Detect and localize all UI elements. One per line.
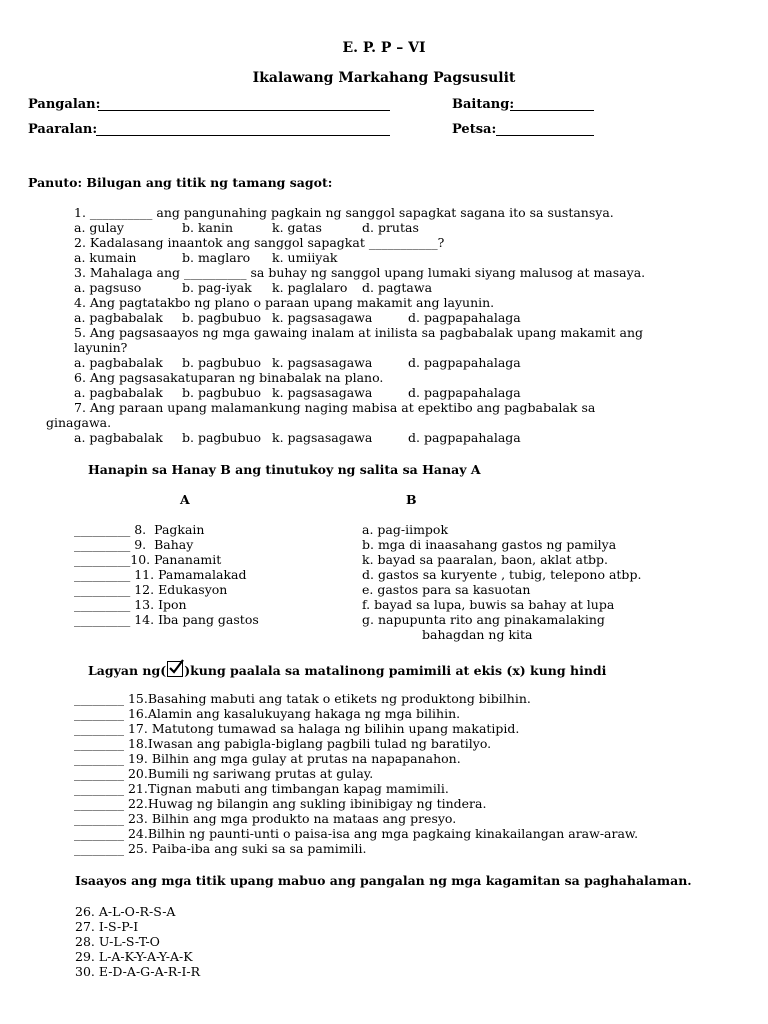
question-text: 3. Mahalaga ang __________ sa buhay ng sanggol upang lumaki siyang malusog at masaya. <box>74 265 646 280</box>
baitang-label: Baitang: <box>452 97 515 112</box>
scrambled-word-item: 29. L-A-K-Y-A-Y-A-K <box>75 949 193 964</box>
scrambled-word-item: 28. U-L-S-T-O <box>75 934 160 949</box>
question-text: 6. Ang pagsasakatuparan ng binabalak na plano. <box>74 370 384 385</box>
part1-instruction: Panuto: Bilugan ang titik ng tamang sagot: <box>28 175 333 190</box>
answer-choice: k. pagsasagawa <box>272 355 373 370</box>
answer-choice: a. pagbabalak <box>74 385 163 400</box>
answer-choice: k. pagsasagawa <box>272 430 373 445</box>
column-b-item: d. gastos sa kuryente , tubig, telepono atbp. <box>362 567 642 582</box>
shopping-tip-item: ________ 25. Paiba-iba ang suki sa sa pamimili. <box>74 841 367 856</box>
shopping-tip-item: ________ 15.Basahing mabuti ang tatak o etikets ng produktong bibilhin. <box>74 691 531 706</box>
paaralan-line <box>96 124 390 136</box>
shopping-tip-item: ________ 16.Alamin ang kasalukuyang hakaga ng mga bilihin. <box>74 706 461 721</box>
column-b-continuation: bahagdan ng kita <box>422 627 533 642</box>
answer-choice: k. umiiyak <box>272 250 338 265</box>
answer-choice: a. pagbabalak <box>74 430 163 445</box>
column-a-header: A <box>180 492 190 507</box>
column-a-item: _________ 12. Edukasyon <box>74 582 228 597</box>
answer-choice: d. pagpapahalaga <box>408 430 521 445</box>
answer-choice: d. pagtawa <box>362 280 433 295</box>
answer-choice: a. pagsuso <box>74 280 142 295</box>
checkmark-icon <box>167 661 183 677</box>
answer-choice: k. paglalaro <box>272 280 348 295</box>
shopping-tip-item: ________ 17. Matutong tumawad sa halaga ng bilihin upang makatipid. <box>74 721 520 736</box>
question-text-continued: ginagawa. <box>46 415 112 430</box>
answer-choice: d. pagpapahalaga <box>408 310 521 325</box>
pangalan-line <box>98 99 390 111</box>
answer-choice: k. pagsasagawa <box>272 310 373 325</box>
answer-choice: b. kanin <box>182 220 234 235</box>
shopping-tip-item: ________ 19. Bilhin ang mga gulay at prutas na napapanahon. <box>74 751 461 766</box>
column-b-item: k. bayad sa paaralan, baon, aklat atbp. <box>362 552 608 567</box>
petsa-label: Petsa: <box>452 122 497 137</box>
column-a-item: _________10. Pananamit <box>74 552 222 567</box>
column-b-item: f. bayad sa lupa, buwis sa bahay at lupa <box>362 597 615 612</box>
column-a-item: _________ 8. Pagkain <box>74 522 205 537</box>
question-text: 1. __________ ang pangunahing pagkain ng sanggol sapagkat sagana ito sa sustansya. <box>74 205 614 220</box>
shopping-tip-item: ________ 21.Tignan mabuti ang timbangan kapag mamimili. <box>74 781 449 796</box>
part2-instruction: Hanapin sa Hanay B ang tinutukoy ng salita sa Hanay A <box>88 462 481 477</box>
shopping-tip-item: ________ 23. Bilhin ang mga produkto na mataas ang presyo. <box>74 811 457 826</box>
page-title: E. P. P – VI <box>342 40 426 56</box>
column-a-item: _________ 9. Bahay <box>74 537 194 552</box>
scrambled-word-item: 30. E-D-A-G-A-R-I-R <box>75 964 201 979</box>
part4-instruction: Isaayos ang mga titik upang mabuo ang pangalan ng mga kagamitan sa paghahalaman. <box>75 873 692 888</box>
scrambled-word-item: 27. I-S-P-I <box>75 919 139 934</box>
answer-choice: a. kumain <box>74 250 137 265</box>
page-subtitle: Ikalawang Markahang Pagsusulit <box>252 70 516 86</box>
question-text: 2. Kadalasang inaantok ang sanggol sapagkat ___________? <box>74 235 445 250</box>
shopping-tip-item: ________ 24.Bilhin ng paunti-unti o paisa-isa ang mga pagkaing kinakailangan araw-araw. <box>74 826 639 841</box>
question-text: 5. Ang pagsasaayos ng mga gawaing inalam at inilista sa pagbabalak upang makamit ang <box>74 325 644 340</box>
question-text-continued: layunin? <box>74 340 128 355</box>
answer-choice: b. maglaro <box>182 250 251 265</box>
part3-instruction: Lagyan ng( )kung paalala sa matalinong pamimili at ekis (x) kung hindi <box>88 661 606 678</box>
column-b-item: a. pag-iimpok <box>362 522 449 537</box>
answer-choice: k. gatas <box>272 220 322 235</box>
shopping-tip-item: ________ 20.Bumili ng sariwang prutas at gulay. <box>74 766 374 781</box>
question-text: 4. Ang pagtatakbo ng plano o paraan upang makamit ang layunin. <box>74 295 495 310</box>
petsa-line <box>496 124 594 136</box>
column-b-header: B <box>406 492 417 507</box>
answer-choice: a. gulay <box>74 220 124 235</box>
column-b-item: g. napupunta rito ang pinakamalaking <box>362 612 605 627</box>
answer-choice: d. pagpapahalaga <box>408 355 521 370</box>
answer-choice: b. pagbubuo <box>182 430 262 445</box>
paaralan-label: Paaralan: <box>28 122 98 137</box>
answer-choice: a. pagbabalak <box>74 310 163 325</box>
answer-choice: b. pagbubuo <box>182 310 262 325</box>
column-a-item: _________ 13. Ipon <box>74 597 187 612</box>
column-b-item: b. mga di inaasahang gastos ng pamilya <box>362 537 617 552</box>
pangalan-label: Pangalan: <box>28 97 101 112</box>
baitang-line <box>510 99 594 111</box>
answer-choice: b. pag-iyak <box>182 280 252 295</box>
answer-choice: d. pagpapahalaga <box>408 385 521 400</box>
scrambled-word-item: 26. A-L-O-R-S-A <box>75 904 176 919</box>
shopping-tip-item: ________ 22.Huwag ng bilangin ang sukling ibinibigay ng tindera. <box>74 796 487 811</box>
shopping-tip-item: ________ 18.Iwasan ang pabigla-biglang pagbili tulad ng baratilyo. <box>74 736 492 751</box>
column-a-item: _________ 14. Iba pang gastos <box>74 612 259 627</box>
answer-choice: d. prutas <box>362 220 419 235</box>
column-b-item: e. gastos para sa kasuotan <box>362 582 531 597</box>
answer-choice: a. pagbabalak <box>74 355 163 370</box>
answer-choice: b. pagbubuo <box>182 385 262 400</box>
question-text: 7. Ang paraan upang malamankung naging mabisa at epektibo ang pagbabalak sa <box>74 400 596 415</box>
column-a-item: _________ 11. Pamamalakad <box>74 567 247 582</box>
answer-choice: k. pagsasagawa <box>272 385 373 400</box>
answer-choice: b. pagbubuo <box>182 355 262 370</box>
